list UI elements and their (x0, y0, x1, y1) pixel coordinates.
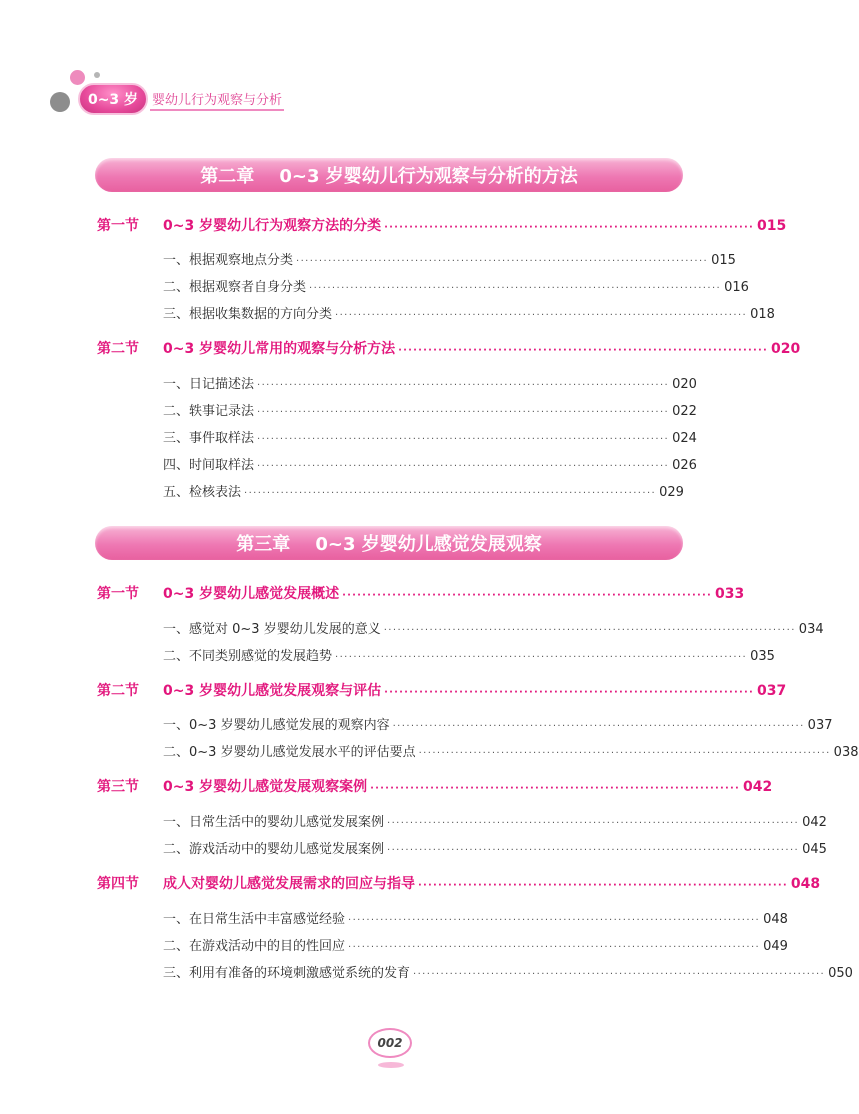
dot-leader: ·········································································· (398, 345, 769, 356)
item-title: 一、在日常生活中丰富感觉经验 (163, 912, 346, 927)
item-page: 018 (750, 307, 775, 322)
chapter-banner[interactable] (95, 526, 683, 560)
toc-item[interactable] (163, 373, 697, 392)
toc-item[interactable] (163, 908, 788, 927)
item-title: 二、0~3 岁婴幼儿感觉发展水平的评估要点 (163, 745, 416, 760)
item-page: 015 (711, 253, 736, 268)
dot-leader: ·························································································· (257, 380, 670, 391)
page-number: 002 (368, 1028, 412, 1058)
dot-leader: ·························································································· (348, 915, 761, 926)
item-title: 二、轶事记录法 (163, 404, 255, 419)
item-title: 五、检核表法 (163, 485, 242, 500)
section-title: 0~3 岁婴幼儿感觉发展观察与评估 (163, 683, 382, 699)
item-title: 一、根据观察地点分类 (163, 253, 294, 268)
dot-leader: ·························································································· (335, 310, 748, 321)
toc-section[interactable] (97, 338, 801, 358)
toc-item[interactable] (163, 645, 775, 664)
item-title: 一、0~3 岁婴幼儿感觉发展的观察内容 (163, 718, 390, 733)
dot-leader: ·························································································· (383, 625, 796, 636)
dot-leader: ·········································································· (342, 590, 713, 601)
toc-item[interactable] (163, 400, 697, 419)
chapter-title: 第三章 0~3 岁婴幼儿感觉发展观察 (236, 534, 542, 555)
dot-leader: ·························································································· (392, 721, 805, 732)
dot-leader: ·························································································· (387, 818, 800, 829)
item-page: 020 (672, 377, 697, 392)
item-page: 016 (724, 280, 749, 295)
item-title: 三、事件取样法 (163, 431, 255, 446)
dot-leader: ·························································································· (257, 434, 670, 445)
toc-item[interactable] (163, 454, 697, 473)
item-page: 048 (763, 912, 788, 927)
section-number: 第一节 (97, 218, 139, 234)
toc-section[interactable] (97, 873, 821, 893)
section-number: 第三节 (97, 779, 139, 795)
page-number-shadow (378, 1062, 404, 1068)
dot-leader: ·························································································· (257, 461, 670, 472)
item-page: 050 (828, 966, 853, 981)
toc-section[interactable] (97, 583, 745, 603)
toc-item[interactable] (163, 249, 736, 268)
toc-item[interactable] (163, 714, 833, 733)
item-page: 034 (798, 622, 824, 637)
dot-leader: ·························································································· (335, 652, 748, 663)
section-title: 0~3 岁婴幼儿常用的观察与分析方法 (163, 341, 396, 357)
dot-leader: ·························································································· (418, 748, 831, 759)
item-title: 一、感觉对 0~3 岁婴幼儿发展的意义 (163, 622, 381, 637)
dot-leader: ·········································································· (384, 222, 755, 233)
toc-item[interactable] (163, 427, 697, 446)
dot-leader: ·························································································· (309, 283, 722, 294)
item-page: 037 (807, 718, 833, 733)
decor-dot-icon (50, 92, 70, 112)
chapter-title: 第二章 0~3 岁婴幼儿行为观察与分析的方法 (200, 166, 578, 187)
toc-item[interactable] (163, 741, 859, 760)
dot-leader: ·········································································· (418, 880, 788, 891)
toc-item[interactable] (163, 935, 788, 954)
page-header (0, 0, 800, 130)
toc-item[interactable] (163, 811, 827, 830)
section-number: 第二节 (97, 683, 139, 699)
item-page: 024 (672, 431, 697, 446)
item-page: 038 (833, 745, 859, 760)
toc-item[interactable] (163, 303, 775, 322)
dot-leader: ·························································································· (387, 845, 800, 856)
item-page: 035 (750, 649, 775, 664)
item-page: 042 (802, 815, 827, 830)
toc-item[interactable] (163, 618, 824, 637)
section-page: 048 (790, 876, 821, 892)
item-title: 三、根据收集数据的方向分类 (163, 307, 333, 322)
dot-leader: ·························································································· (296, 256, 709, 267)
item-page: 045 (802, 842, 827, 857)
section-title: 成人对婴幼儿感觉发展需求的回应与指导 (163, 876, 415, 892)
item-title: 一、日记描述法 (163, 377, 255, 392)
item-title: 二、游戏活动中的婴幼儿感觉发展案例 (163, 842, 385, 857)
section-number: 第四节 (97, 876, 139, 892)
item-page: 049 (763, 939, 788, 954)
decor-dot-icon (94, 72, 100, 78)
item-title: 四、时间取样法 (163, 458, 255, 473)
item-page: 029 (659, 485, 684, 500)
section-page: 037 (757, 683, 787, 699)
dot-leader: ·························································································· (348, 942, 761, 953)
toc-item[interactable] (163, 276, 749, 295)
toc-item[interactable] (163, 481, 683, 500)
dot-leader: ·········································································· (384, 687, 755, 698)
section-title: 0~3 岁婴幼儿行为观察方法的分类 (163, 218, 382, 234)
header-underline (150, 109, 284, 111)
chapter-banner[interactable] (95, 158, 683, 192)
toc-section[interactable] (97, 776, 773, 796)
section-page: 033 (715, 586, 745, 602)
toc-item[interactable] (163, 962, 853, 981)
section-number: 第一节 (97, 586, 139, 602)
section-page: 020 (771, 341, 801, 357)
dot-leader: ·········································································· (370, 783, 741, 794)
dot-leader: ·························································································· (257, 407, 670, 418)
decor-dot-icon (70, 70, 85, 85)
section-page: 042 (743, 779, 773, 795)
item-title: 二、在游戏活动中的目的性回应 (163, 939, 346, 954)
item-page: 022 (672, 404, 697, 419)
item-title: 一、日常生活中的婴幼儿感觉发展案例 (163, 815, 385, 830)
item-page: 026 (672, 458, 697, 473)
item-title: 三、利用有准备的环境刺激感觉系统的发育 (163, 966, 411, 981)
item-title: 二、根据观察者自身分类 (163, 280, 307, 295)
section-number: 第二节 (97, 341, 139, 357)
book-title: 婴幼儿行为观察与分析 (152, 93, 283, 108)
section-title: 0~3 岁婴幼儿感觉发展观察案例 (163, 779, 368, 795)
section-title: 0~3 岁婴幼儿感觉发展概述 (163, 586, 340, 602)
toc-section[interactable] (97, 215, 787, 235)
toc-item[interactable] (163, 838, 827, 857)
dot-leader: ·························································································· (244, 488, 657, 499)
age-badge: 0~3 岁 (78, 83, 148, 115)
item-title: 二、不同类别感觉的发展趋势 (163, 649, 333, 664)
section-page: 015 (757, 218, 787, 234)
toc-section[interactable] (97, 680, 787, 700)
dot-leader: ·························································································· (413, 969, 826, 980)
